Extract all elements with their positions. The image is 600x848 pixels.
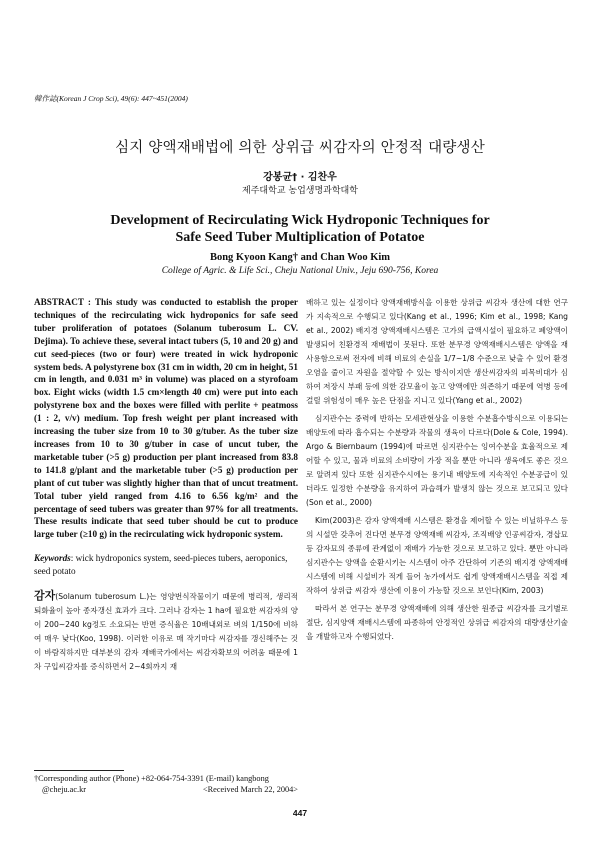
paragraph: 따라서 본 연구는 분무경 양액재배에 의해 생산한 원종급 씨감자를 크기별로 절단, 심지양액 재배시스템에 파종하여 안정적인 상위급 씨감자의 대량생산기술을 개발하고자 수행되었다. (306, 604, 568, 641)
page-number: 447 (292, 808, 308, 818)
english-title-line2: Safe Seed Tuber Multiplication of Potatoe (175, 230, 425, 245)
keywords-text: : wick hydroponics system, seed-pieces tubers, aeroponics, seed potato (34, 553, 288, 577)
english-title-line1: Development of Recirculating Wick Hydroponic Techniques for (110, 213, 490, 228)
footnote (34, 773, 298, 795)
intro-text: (Solanum tuberosum L.)는 영양번식작물이기 때문에 병리적, 생리적 퇴화율이 높아 종자갱신 효과가 크다. 그러나 감자는 1 ha에 필요한 씨감자의 양이 200~240 kg정도 소요되는 반면 증식율은 10배내외로 벼의 1/150에 비하여 매우 낮다(Koo, 1998). 이러한 이유로 매 작기마다 씨감자를 갱신해주는 것이 바람직하지만 대부분의 감자 재배국가에서는 씨감자확보의 어려움 때문에 1차 구입씨감자를 증식하면서 2~4회까지 재 (34, 592, 298, 672)
footnote-line (34, 784, 298, 795)
korean-authors: 강봉균† · 김찬우 (263, 172, 337, 183)
keywords (34, 552, 298, 578)
korean-title: 심지 양액재배법에 의한 상위급 씨감자의 안정적 대량생산 (115, 140, 485, 156)
korean-affiliation: 제주대학교 농업생명과학대학 (242, 186, 358, 196)
intro-lead-word: 감자 (34, 589, 56, 603)
english-affiliation: College of Agric. & Life Sci., Cheju National Univ., Jeju 690-756, Korea (161, 266, 439, 276)
paragraph: Kim(2003)은 감자 양액재배 시스템은 환경을 제어할 수 있는 비닐하우스 등의 시설만 갖추어 진다면 분무경 양액재배 씨감자, 조직배양 인공씨감자, 경삽묘 등 감자묘의 종류에 관계없이 재배가 가능한 것으로 보고하고 있다. 뿐만 아니라 심지관수는 양액을 순환시키는 시스템이 아주 간단하여 기존의 배지경 양액재배시스템에 비해 시설비가 적게 들어 농가에서도 쉽게 양액재배시스템을 직접 제작하여 상위급 씨감자 생산에 이용이 가능할 것으로 보인다(Kim, 2003) (306, 516, 568, 595)
paragraph: 심지관수는 중력에 반하는 모세관현상을 이용한 수분흡수방식으로 이용되는 배양토에 따라 흡수되는 수분량과 작물의 생육이 다르다(Dole & Cole, 1994). Argo & Biernbaum (1994)에 따르면 심지관수는 잉여수분을 효율적으로 제어할 수 있고, 물과 비료의 소비량이 가장 적을 뿐만 아니라 생육에도 좋은 것으로 알려져 있다 또한 심지관수시에는 용기내 배양토에 지속적인 수분공급이 있더라도 일정한 수분량을 유지하여 과습해가 발생치 않는 것으로 보고되고 있다(Son et al., 2000) (306, 414, 568, 507)
footnote-line: †Corresponding author (Phone) +82-064-754-3391 (E-mail) kangbong (34, 774, 269, 783)
introduction-paragraph (34, 589, 298, 674)
received-date: <Received March 22, 2004> (202, 785, 298, 794)
journal-citation: 韓作誌(Korean J Crop Sci), 49(6): 447~451(2004) (34, 94, 188, 103)
paragraph: 배하고 있는 실정이다 양액재배방식을 이용한 상위급 씨감자 생산에 대한 연구가 지속적으로 수행되고 있다(Kang et al., 1996; Kim et al., 1998; Kang et al., 2002) 배지경 양액재배시스템은 고가의 급액시설이 필요하고 폐양액이 발생되어 친환경적 재배법이 못된다. 또한 분무경 양액재배시스템은 양액을 재사용함으로써 전자에 비해 비료의 손실을 1/7~1/8 수준으로 낮출 수 있어 환경오염을 줄이고 자원을 절약할 수 있는 방식이지만 생산씨감자의 피목비대가 심하여 저장시 부패 등에 의한 감모율이 높고 양액에만 의존하기 때문에 역병 등에 걸릴 위험성이 매우 높은 단점을 지니고 있다(Yang et al., 2002) (306, 298, 568, 405)
keywords-label: Keywords (34, 553, 71, 564)
left-column (34, 296, 298, 674)
english-authors: Bong Kyoon Kang† and Chan Woo Kim (209, 252, 391, 263)
right-column (306, 296, 568, 648)
english-title (0, 212, 600, 246)
footnote-email: @cheju.ac.kr (42, 785, 87, 794)
abstract: ABSTRACT : This study was conducted to establish the proper techniques of the recirculating wick hydroponics for safe seed tuber proliferation of potatoes (Solanum tuberosum L. CV. Dejima). To achieve these, several intact tubers (5, 10 and 20 g) and cut seed-pieces (two or four) were treated in wick hydroponic system beds. A polystyrene box (31 cm in width, 20 cm in height, 51 cm in length, and 0.031 m³ in volume) was placed on a styrofoam box. Eight wicks (width 1.5 cm×length 40 cm) were put into each polystyrene box and the boxes were filled with perlite + peatmoss (1 : 2, v/v) medium. Top fresh weight per plant increased with increasing the tuber size from 10 to 30 g/tuber. As the tuber size increases from 10 to 30 g/tuber in case of uncut tuber, the marketable tuber (>5 g) production per plant increased from 83.8 to 141.8 g/plant and the marketable tuber (>5 g) production per plant of cut tuber was slightly higher than that of uncut treatment. Total tuber yield ranged from 4.16 to 6.56 kg/m² and the percentage of seed tubers was greater than 97% for all treatments. These results indicate that seed tuber should be cut to produce large tuber (≥10 g) in the recirculating wick hydroponic system. (34, 297, 298, 540)
footnote-divider (34, 770, 124, 771)
